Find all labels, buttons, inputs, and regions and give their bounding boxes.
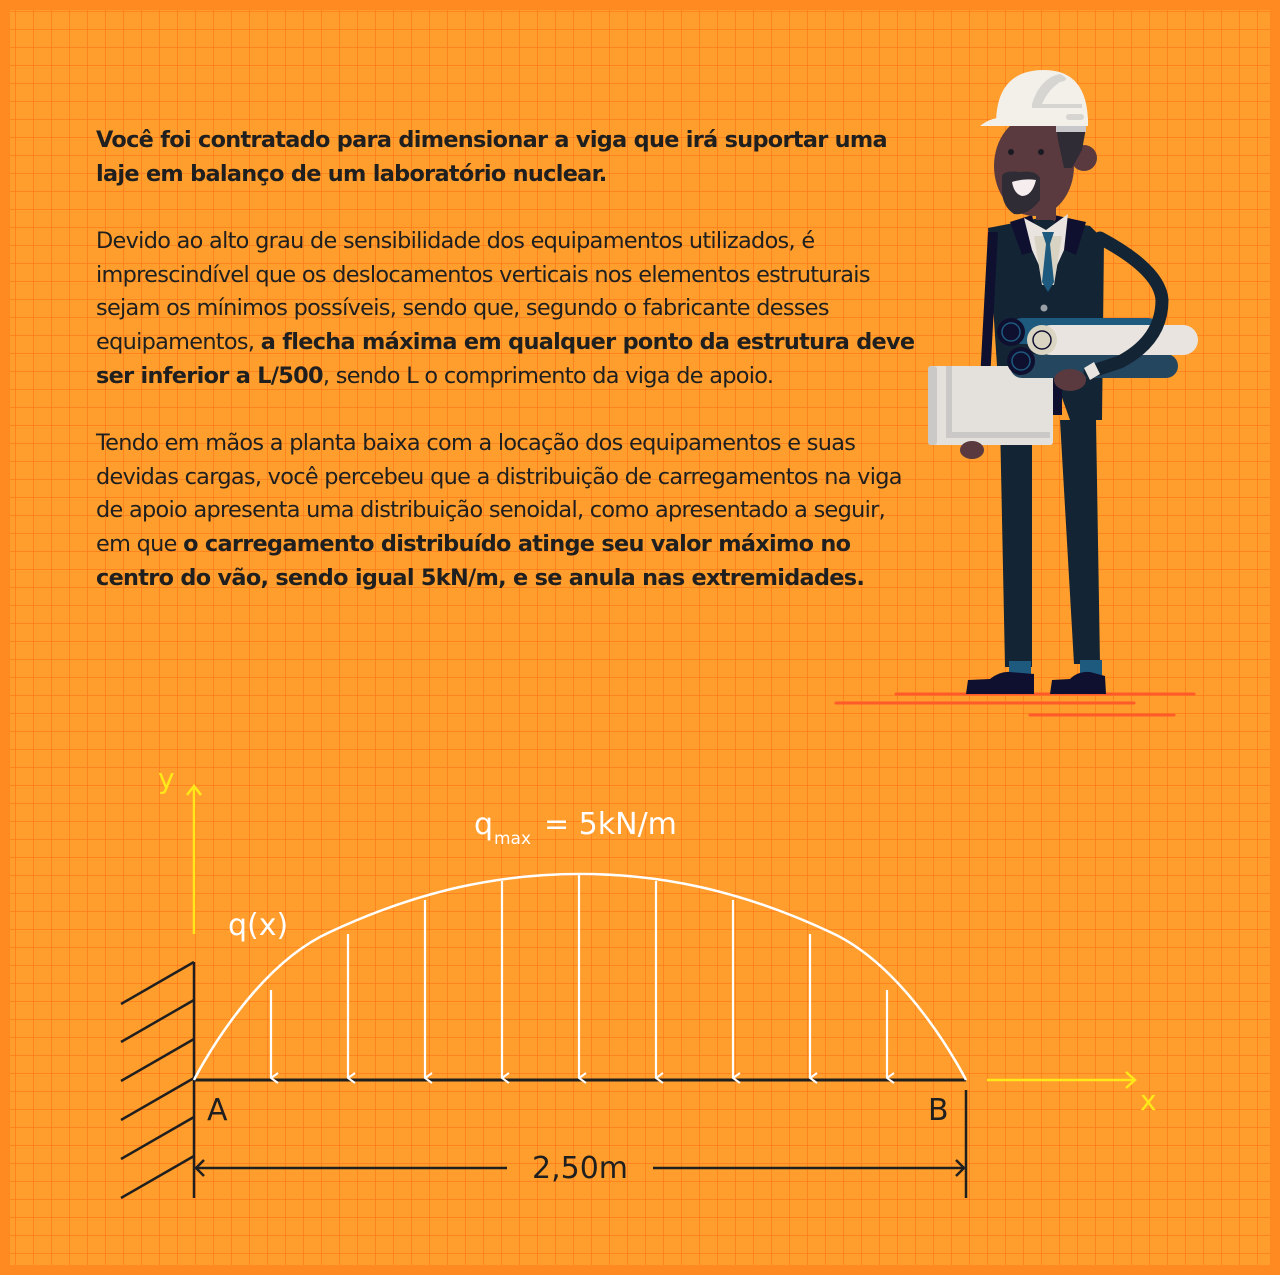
qmax-subscript: max — [494, 829, 532, 849]
deflection-limit-text: a flecha máxima em qualquer ponto da estrutura deve ser inferior a L/500 — [96, 328, 915, 389]
load-max-text: o carregamento distribuído atinge seu valor máximo no centro do vão, sendo igual 5kN/m, e se anula nas extremidades. — [96, 530, 865, 591]
x-axis — [987, 1072, 1135, 1088]
requirement-paragraph — [96, 225, 916, 393]
span-length-label: 2,50m — [531, 1151, 629, 1186]
requirement-text: Devido ao alto grau de sensibilidade dos equipamentos utilizados, é imprescindível que os deslocamentos verticais nos elementos estruturais sejam os mínimos possíveis, sendo que, segundo o fabricante desses equipamentos, — [96, 228, 870, 355]
shoe-right — [1050, 672, 1106, 694]
problem-statement — [96, 124, 916, 629]
requirement-tail-text: , sendo L o comprimento da viga de apoio. — [322, 362, 774, 389]
qmax-label — [474, 807, 677, 849]
jacket-button — [1041, 305, 1048, 312]
eye-left — [1008, 149, 1014, 155]
legs — [1000, 420, 1100, 667]
hard-hat-badge — [1066, 114, 1084, 120]
left-hand — [960, 441, 984, 459]
intro-paragraph — [96, 124, 916, 191]
beam-diagram — [0, 740, 1280, 1240]
qmax-symbol: q — [474, 807, 494, 842]
fixed-support — [121, 962, 194, 1198]
ground-lines — [836, 694, 1194, 715]
load-arrows — [271, 874, 887, 1078]
y-axis — [187, 786, 201, 934]
blueprint-roll-white — [1036, 325, 1198, 355]
load-paragraph — [96, 427, 916, 595]
roll-end-3 — [1027, 325, 1057, 355]
x-axis-label: x — [1140, 1084, 1157, 1117]
hard-hat-band — [1056, 126, 1086, 132]
eye-right — [1038, 149, 1044, 155]
load-description-text: Tendo em mãos a planta baixa com a locação dos equipamentos e suas devidas cargas, você percebeu que a distribuição de carregamentos na viga de apoio apresenta uma distribuição senoidal, como apresentado a seguir, em que — [96, 430, 902, 557]
intro-bold-text: Você foi contratado para dimensionar a viga que irá suportar uma laje em balanço de um laboratório nuclear. — [96, 127, 887, 187]
right-hand — [1054, 369, 1086, 391]
load-function-label: q(x) — [228, 908, 289, 943]
engineer-illustration — [820, 60, 1220, 740]
shoe-left — [966, 672, 1034, 694]
qmax-value: = 5kN/m — [544, 807, 677, 842]
roll-end-1 — [997, 318, 1025, 346]
support-a-label: A — [207, 1093, 228, 1128]
document-folder-edge — [928, 366, 937, 445]
roll-end-2 — [1007, 347, 1035, 375]
point-b-label: B — [928, 1093, 949, 1128]
y-axis-label: y — [158, 762, 175, 795]
